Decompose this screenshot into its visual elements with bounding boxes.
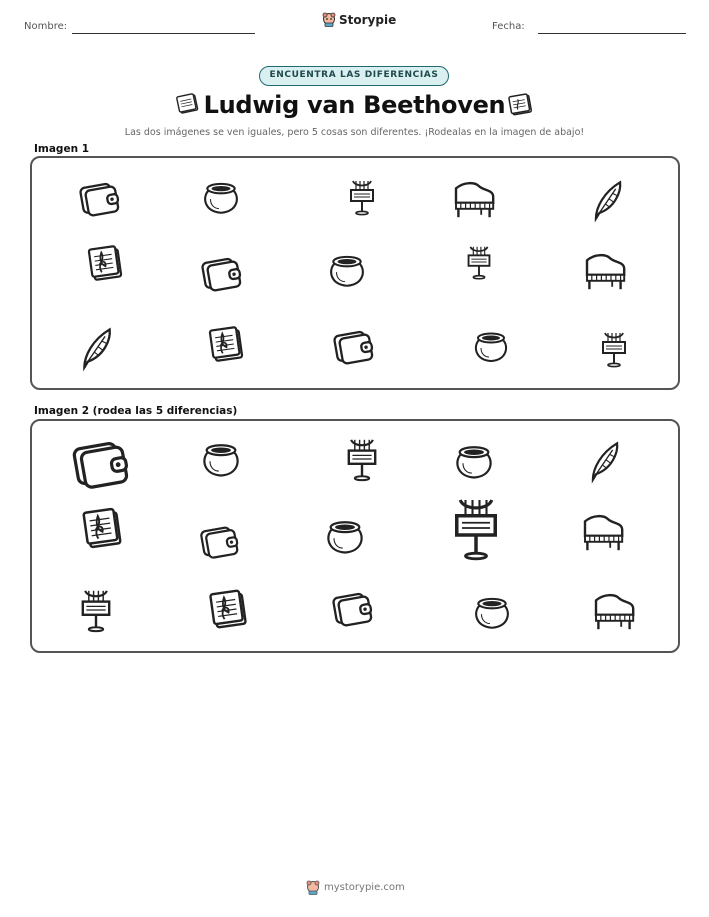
wallet-icon[interactable] [197,519,241,563]
piano-icon [581,246,629,294]
wallet-icon [76,175,122,221]
name-field[interactable] [72,33,255,34]
pot-icon [200,176,242,218]
quill-icon [586,179,630,223]
image2-label: Imagen 2 (rodea las 5 diferencias) [34,405,238,417]
pot-icon[interactable] [452,439,496,483]
footer-url[interactable]: mystorypie.com [324,882,405,893]
footer [306,880,405,895]
music-stand-icon [460,243,498,281]
wallet-icon [198,250,244,296]
pot-icon [471,326,511,366]
piano-icon[interactable] [590,586,638,634]
music-book-icon[interactable] [204,585,252,633]
pot-icon[interactable] [471,591,513,633]
music-book-icon [204,322,248,366]
instructions: Las dos imágenes se ven iguales, pero 5 cosas son diferentes. ¡Rodealas en la imagen de abajo! [124,127,585,138]
music-stand-icon[interactable] [441,493,511,563]
brand-logo [322,12,396,27]
music-stand-icon[interactable] [72,586,120,634]
mascot-icon [306,880,320,895]
piano-icon [450,174,498,222]
image1-label: Imagen 1 [34,143,90,155]
wallet-icon[interactable] [68,431,132,495]
music-stand-icon[interactable] [338,435,386,483]
pot-icon [326,249,368,291]
wallet-icon [330,323,376,369]
piano-icon[interactable] [579,507,627,555]
music-stand-icon [342,177,382,217]
quill-icon [74,326,120,372]
mascot-icon [322,12,336,27]
wallet-icon[interactable] [329,585,375,631]
pot-icon[interactable] [323,514,367,558]
pot-icon[interactable] [199,437,243,481]
music-stand-icon [594,329,634,369]
name-label: Nombre: [24,21,68,32]
music-book-icon [83,241,127,285]
activity-badge: ENCUENTRA LAS DIFERENCIAS [259,66,449,86]
music-book-icon[interactable] [77,503,127,553]
date-field[interactable] [538,33,686,34]
quill-icon[interactable] [583,440,627,484]
date-label: Fecha: [492,21,525,32]
music-book-icon [505,92,537,118]
page-title: Ludwig van Beethoven [203,91,506,119]
brand-name: Storypie [339,12,397,27]
